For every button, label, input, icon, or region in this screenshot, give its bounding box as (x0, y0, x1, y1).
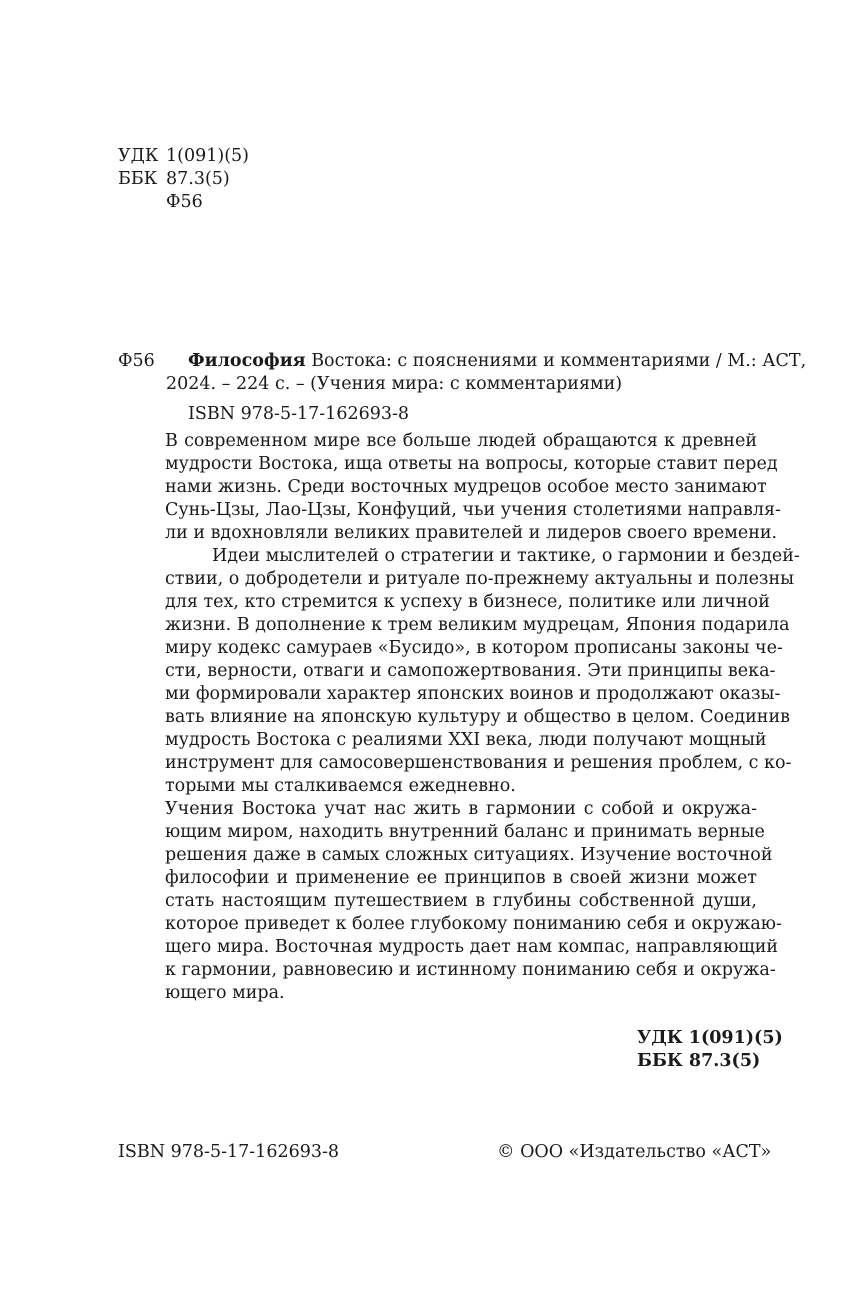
text-line: Сунь-Цзы, Лао-Цзы, Конфуций, чьи учения столетиями направля- (165, 500, 781, 520)
text-line: щего мира. Восточная мудрость дает нам компас, направляющий (165, 937, 779, 957)
text-line: ющего мира. (165, 983, 285, 1003)
text-line: мудрость Востока с реалиями XXI века, люди получают мощный (165, 730, 767, 750)
text-line: Учения Востока учат нас жить в гармонии с собой и окружа- (165, 799, 757, 819)
text-line: жизни. В дополнение к трем великим мудрецам, Япония подарила (165, 615, 790, 635)
classification-codes (118, 145, 249, 214)
text-line: Идеи мыслителей о стратегии и тактике, о гармонии и бездей- (212, 546, 800, 566)
udk-value: 1(091)(5) (166, 146, 249, 166)
udk-row (118, 145, 249, 168)
text-line: миру кодекс самураев «Бусидо», в котором прописаны законы че- (165, 638, 783, 658)
catalog-isbn: ISBN 978-5-17-162693-8 (188, 404, 410, 424)
footer-copyright: © ООО «Издательство «АСТ» (497, 1142, 772, 1162)
book-title: Философия (188, 351, 306, 371)
text-line: философии и применение ее принципов в своей жизни может (165, 868, 757, 888)
catalog-title-line (188, 350, 806, 372)
text-line: инструмент для самосовершенствования и решения проблем, с ко- (165, 753, 792, 773)
book-title-rest: Востока: с пояснениями и комментариями / М.: АСТ, (305, 351, 807, 371)
text-line: мудрости Востока, ища ответы на вопросы, которые ставит перед (165, 454, 778, 474)
text-line: которое приведет к более глубокому пониманию себя и окружаю- (165, 914, 782, 934)
footer-isbn: ISBN 978-5-17-162693-8 (118, 1142, 340, 1162)
text-line: ми формировали характер японских воинов и продолжают оказы- (165, 684, 781, 704)
text-line: решения даже в самых сложных ситуациях. Изучение восточной (165, 845, 773, 865)
text-line: нами жизнь. Среди восточных мудрецов особое место занимают (165, 477, 767, 497)
text-line: для тех, кто стремится к успеху в бизнесе, политике или личной (165, 592, 770, 612)
text-line: В современном мире все больше людей обращаются к древней (165, 431, 757, 451)
catalog-author-sign: Ф56 (118, 351, 155, 371)
text-line: ствии, о добродетели и ритуале по-прежнему актуальны и полезны (165, 569, 795, 589)
paragraph-1 (165, 430, 781, 545)
bottom-classification-codes (637, 1027, 783, 1073)
paragraph-3 (165, 798, 782, 1005)
bbk-label: ББК (118, 169, 158, 189)
text-line: к гармонии, равновесию и истинному пониманию себя и окружа- (165, 960, 776, 980)
text-line: вать влияние на японскую культуру и общество в целом. Соединив (165, 707, 790, 727)
text-line: стать настоящим путешествием в глубины собственной души, (165, 891, 757, 911)
text-line: ли и вдохновляли великих правителей и лидеров своего времени. (165, 523, 778, 543)
bottom-udk: УДК 1(091)(5) (637, 1028, 783, 1048)
text-line: торыми мы сталкиваемся ежедневно. (165, 776, 516, 796)
author-sign: Ф56 (166, 192, 203, 212)
udk-label: УДК (118, 146, 159, 166)
bottom-bbk: ББК 87.3(5) (637, 1051, 761, 1071)
text-line: сти, верности, отваги и самопожертвования. Эти принципы века- (165, 661, 776, 681)
bbk-row (118, 168, 249, 191)
bbk-value: 87.3(5) (166, 169, 230, 189)
catalog-publication-line: 2024. – 224 с. – (Учения мира: с комментариями) (166, 374, 623, 394)
annotation-text (165, 430, 800, 1005)
text-line: ющим миром, находить внутренний баланс и принимать верные (165, 822, 765, 842)
paragraph-2 (165, 545, 800, 798)
